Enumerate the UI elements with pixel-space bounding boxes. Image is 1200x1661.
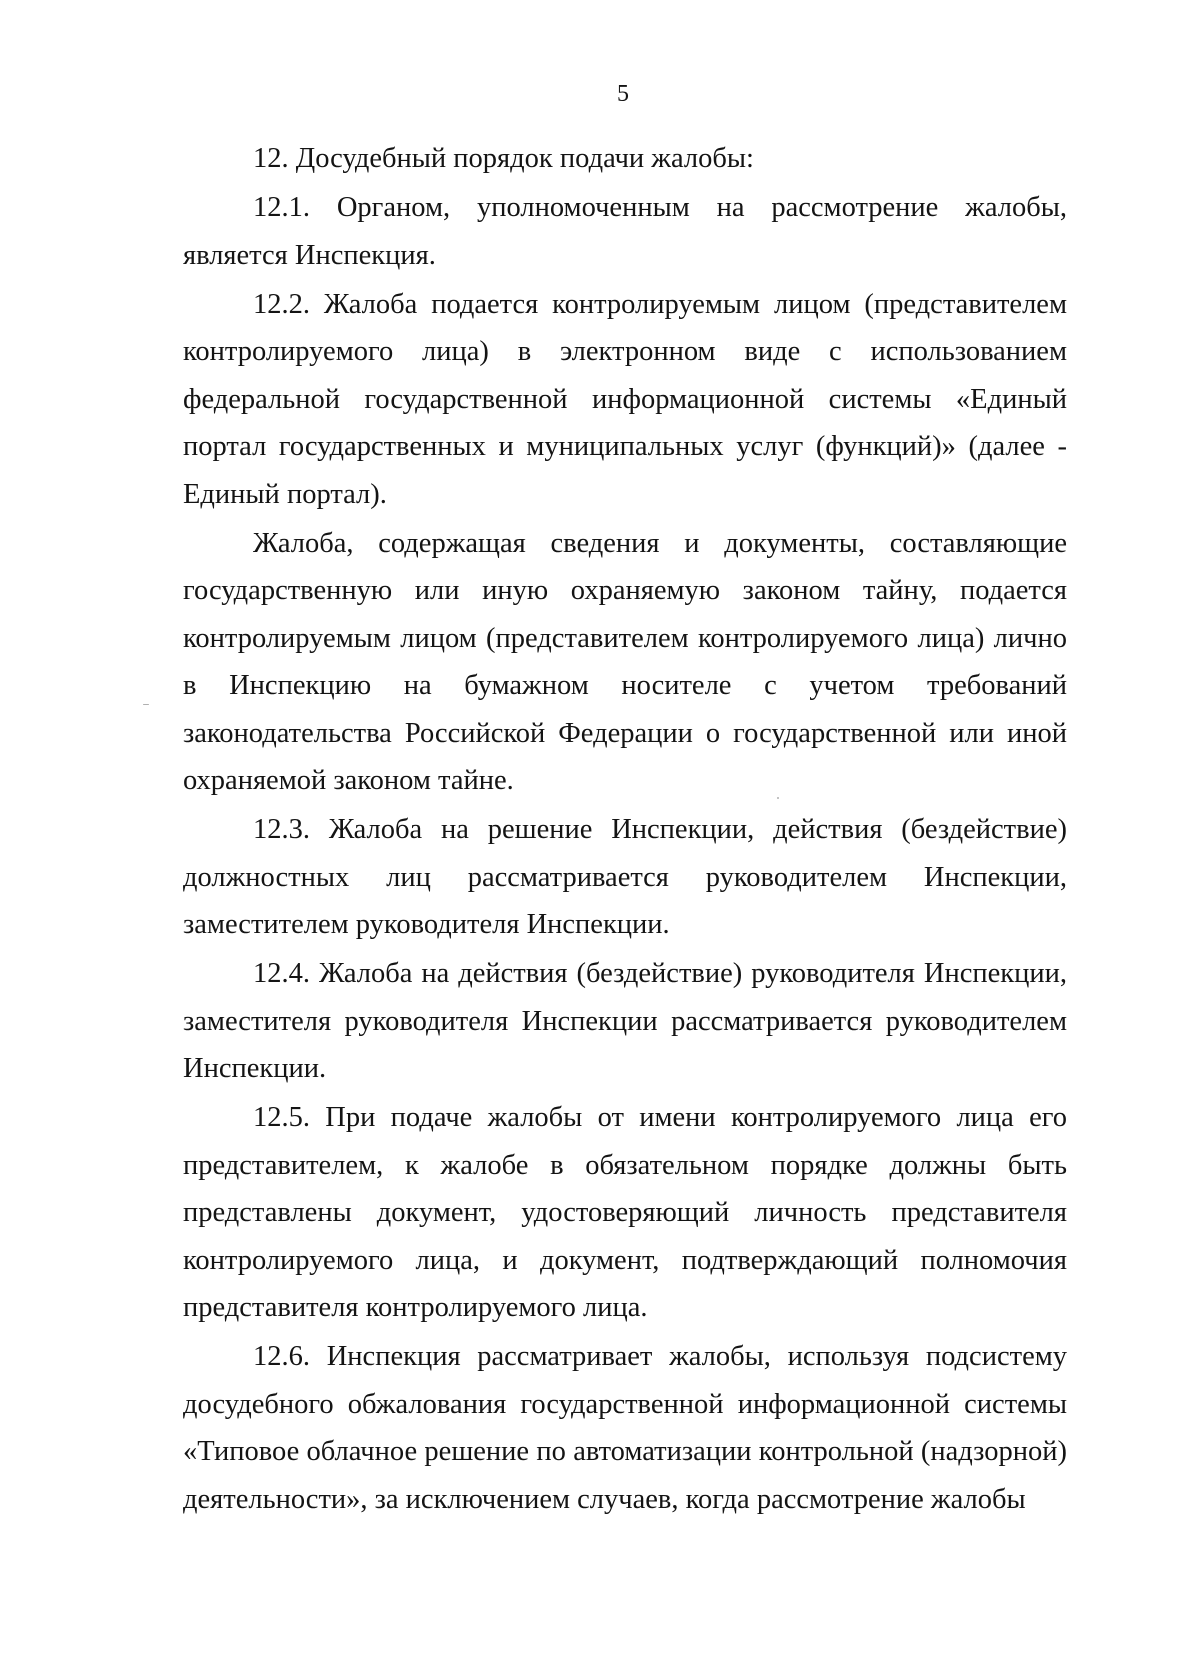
paragraph-12-6: 12.6. Инспекция рассматривает жалобы, используя подсистему досудебного обжалования государственной информационной системы «Типовое облачное решение по автоматизации контрольной (надзорной) деятельности», за исключением случаев, когда рассмотрение жалобы xyxy=(183,1341,1067,1515)
paragraph-12-5: 12.5. При подаче жалобы от имени контролируемого лица его представителем, к жалобе в обязательном порядке должны быть представлены документ, удостоверяющий личность представителя контролируемого лица, и документ, подтверждающий полномочия представителя контролируемого лица. xyxy=(183,1102,1067,1323)
page-number: 5 xyxy=(617,81,629,107)
paragraph-12-2-secret: Жалоба, содержащая сведения и документы, составляющие государственную или иную охраняемую законом тайну, подается контролируемым лицом (представителем контролируемого лица) лично в Инспекцию на бумажном носителе с учетом требований законодательства Российской Федерации о государственной или иной охраняемой законом тайне. xyxy=(183,527,1067,796)
paragraph-12-1: 12.1. Органом, уполномоченным на рассмотрение жалобы, является Инспекция. xyxy=(183,192,1067,271)
section-heading-12: 12. Досудебный порядок подачи жалобы: xyxy=(253,143,754,174)
document-body xyxy=(183,135,1067,1525)
scan-speck xyxy=(777,797,779,799)
paragraph-12-3: 12.3. Жалоба на решение Инспекции, действия (бездействие) должностных лиц рассматривается руководителем Инспекции, заместителем руководителя Инспекции. xyxy=(183,814,1067,940)
scan-speck xyxy=(143,704,149,705)
paragraph-12-2: 12.2. Жалоба подается контролируемым лицом (представителем контролируемого лица) в электронном виде с использованием федеральной государственной информационной системы «Единый портал государственных и муниципальных услуг (функций)» (далее - Единый портал). xyxy=(183,288,1067,510)
paragraph-12-4: 12.4. Жалоба на действия (бездействие) руководителя Инспекции, заместителя руководителя Инспекции рассматривается руководителем Инспекции. xyxy=(183,958,1067,1084)
